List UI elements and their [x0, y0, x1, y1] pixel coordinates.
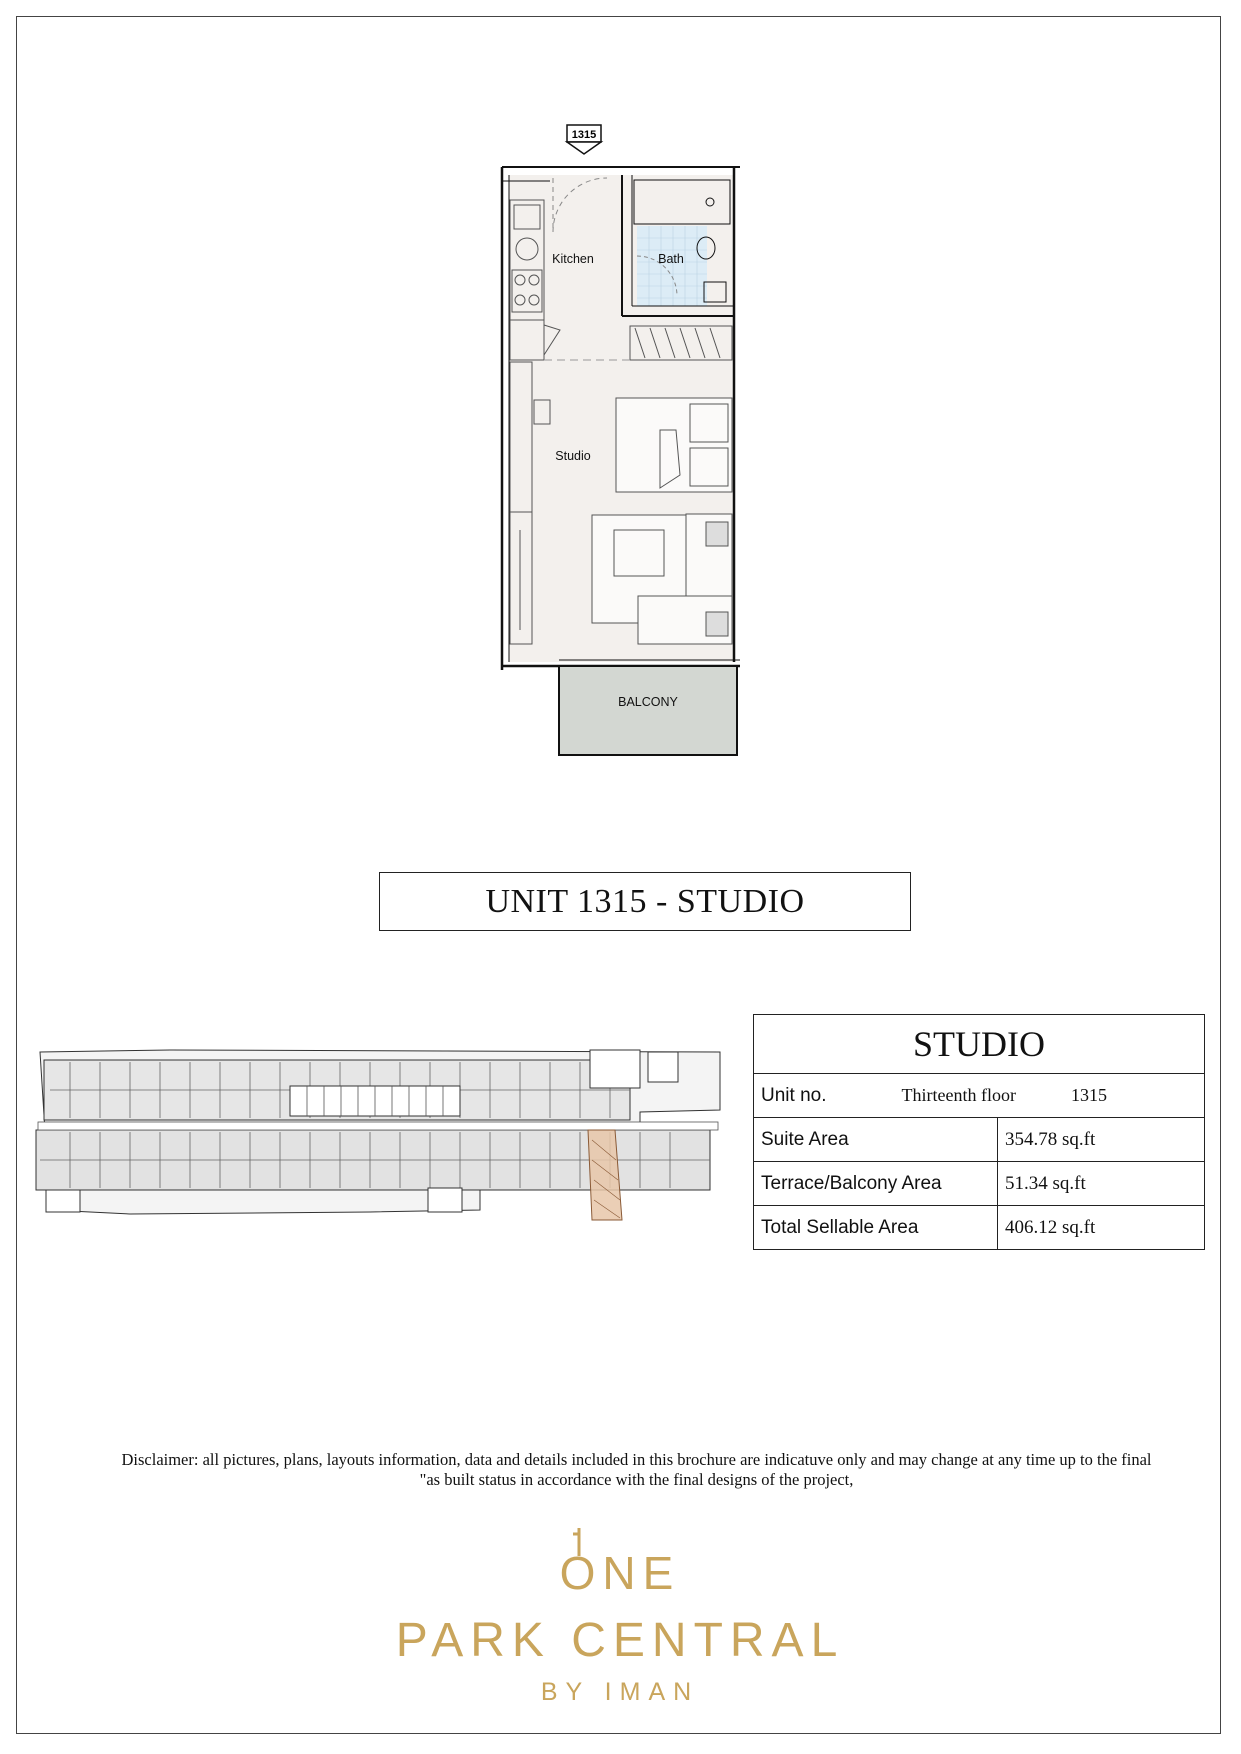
unit-title: UNIT 1315 - STUDIO: [379, 872, 911, 931]
specs-heading: STUDIO: [754, 1015, 1205, 1074]
studio-label: Studio: [555, 449, 591, 463]
suite-area-value: 354.78 sq.ft: [998, 1118, 1205, 1162]
unit-marker-label: 1315: [571, 129, 597, 141]
unit-no-row: [754, 1074, 1205, 1118]
balcony-area: [559, 666, 737, 755]
balcony-area-label: Terrace/Balcony Area: [754, 1162, 998, 1206]
unit-no-value: 1315: [1070, 1085, 1107, 1105]
total-area-value: 406.12 sq.ft: [998, 1206, 1205, 1250]
disclaimer-line-1: Disclaimer: all pictures, plans, layouts information, data and details included in this brochure are indicatuve only and may change at any time up to the final: [121, 1450, 1152, 1469]
balcony-area-value: 51.34 sq.ft: [998, 1162, 1205, 1206]
floor-value: Thirteenth floor: [901, 1085, 1016, 1105]
logo-line-two: PARK CENTRAL: [395, 1614, 845, 1667]
suite-area-label: Suite Area: [754, 1118, 998, 1162]
unit-marker: [567, 125, 601, 154]
disclaimer: [70, 1450, 1203, 1490]
kitchen-label: Kitchen: [552, 252, 594, 266]
brand-logo: [360, 1528, 880, 1718]
bath-label: Bath: [658, 252, 684, 266]
unit-specs-table: [753, 1014, 1205, 1250]
balcony-label: BALCONY: [618, 695, 678, 709]
total-area-label: Total Sellable Area: [754, 1206, 998, 1250]
floor-key-plan: [30, 1040, 730, 1225]
logo-line-one: ONE: [559, 1547, 681, 1599]
spec-row: [754, 1206, 1205, 1250]
disclaimer-line-2: "as built status in accordance with the final designs of the project,: [419, 1470, 854, 1489]
unit-no-label: Unit no.: [761, 1084, 827, 1106]
unit-floor-plan: [0, 0, 1241, 780]
spec-row: [754, 1162, 1205, 1206]
spec-row: [754, 1118, 1205, 1162]
logo-line-three: BY IMAN: [540, 1678, 700, 1706]
